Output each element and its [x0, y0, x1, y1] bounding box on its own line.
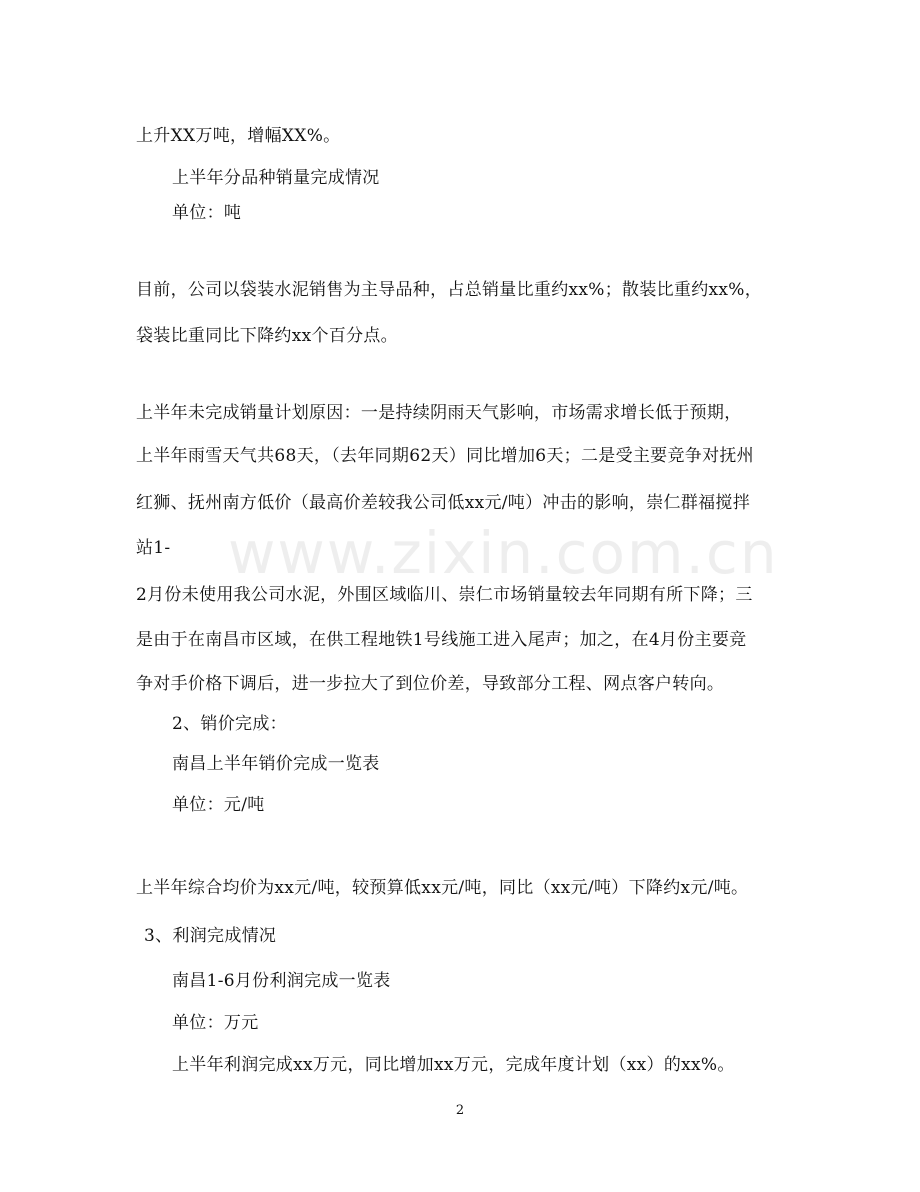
section-heading: 2、销价完成： — [172, 714, 287, 734]
text-line: 目前，公司以袋装水泥销售为主导品种，占总销量比重约xx%；散装比重约xx%， — [136, 280, 763, 300]
text-line: 上半年利润完成xx万元，同比增加xx万元，完成年度计划（xx）的xx%。 — [172, 1055, 735, 1075]
text-line: 争对手价格下调后，进一步拉大了到位价差，导致部分工程、网点客户转向。 — [136, 674, 725, 694]
unit-label: 单位：万元 — [172, 1013, 259, 1033]
watermark: www.zixin.com.cn — [228, 519, 779, 587]
text-line: 红狮、抚州南方低价（最高价差较我公司低xx元/吨）冲击的影响，崇仁群福搅拌 — [136, 493, 751, 513]
unit-label: 单位：元/吨 — [172, 795, 265, 815]
text-line: 上升XX万吨，增幅XX%。 — [136, 126, 341, 146]
text-line: 2月份未使用我公司水泥，外围区域临川、崇仁市场销量较去年同期有所下降；三 — [136, 585, 753, 605]
text-line: 上半年未完成销量计划原因：一是持续阴雨天气影响，市场需求增长低于预期， — [136, 403, 742, 423]
text-line: 上半年综合均价为xx元/吨，较预算低xx元/吨，同比（xx元/吨）下降约x元/吨。 — [136, 878, 749, 898]
section-caption: 南昌1-6月份利润完成一览表 — [172, 971, 391, 991]
page-number: 2 — [455, 1103, 465, 1118]
text-line: 是由于在南昌市区域，在供工程地铁1号线施工进入尾声；加之，在4月份主要竞 — [136, 630, 747, 650]
section-caption: 上半年分品种销量完成情况 — [172, 168, 380, 188]
section-caption: 南昌上半年销价完成一览表 — [172, 754, 380, 774]
section-heading: 3、利润完成情况 — [144, 926, 277, 946]
text-line: 上半年雨雪天气共68天，（去年同期62天）同比增加6天；二是受主要竞争对抚州 — [136, 446, 754, 466]
unit-label: 单位：吨 — [172, 203, 242, 223]
text-line: 袋装比重同比下降约xx个百分点。 — [136, 326, 398, 346]
text-line: 站1- — [136, 538, 171, 558]
